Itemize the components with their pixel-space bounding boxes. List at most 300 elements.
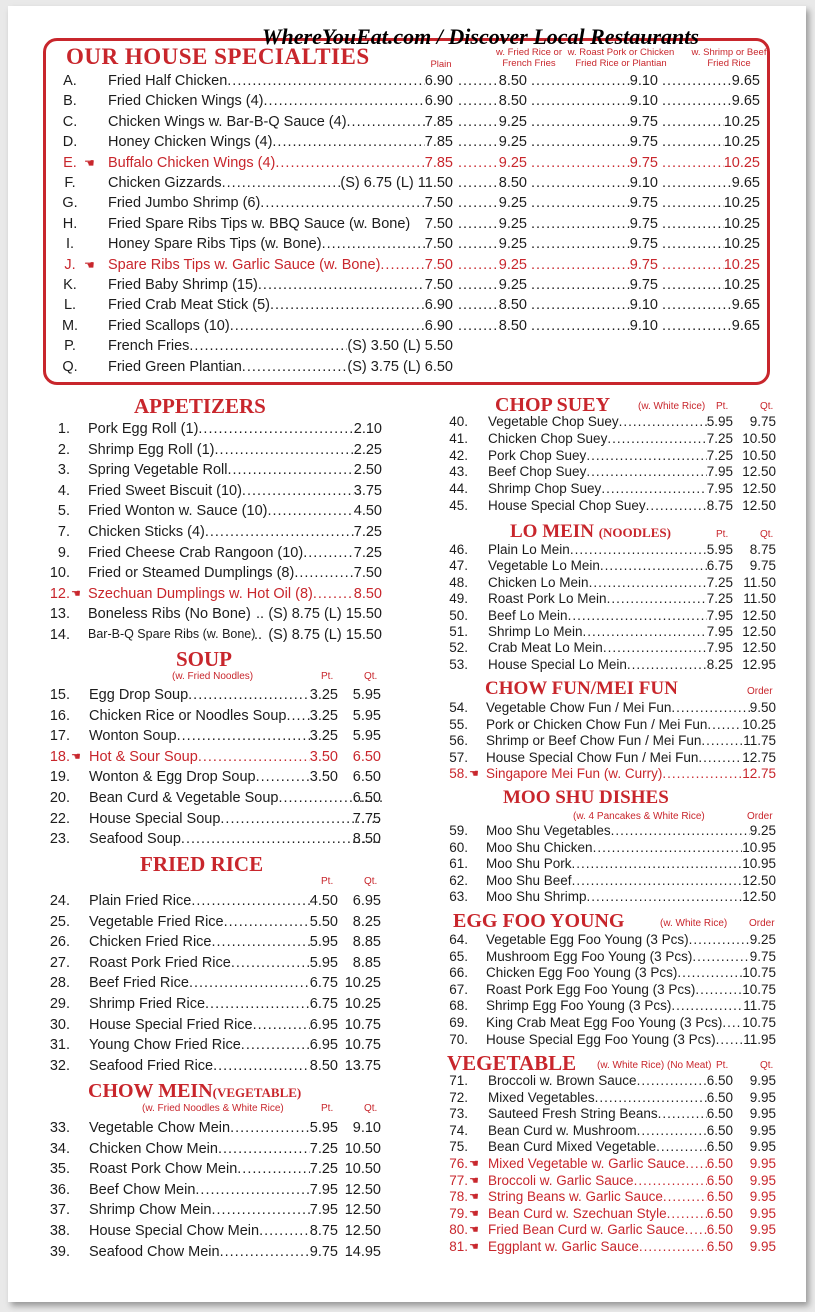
dot-leader [568, 608, 707, 623]
price-qt: 9.10 [352, 1120, 381, 1136]
fried-rice-item-name-text: Beef Fried Rice [89, 975, 189, 992]
fried-rice-item-name-value: 6.75 [309, 975, 338, 992]
lo-mein-title-main: LO MEIN [510, 521, 594, 542]
vegetable-item-name-value: 6.50 [706, 1089, 733, 1105]
price-col-3-value: 10.25 [723, 113, 760, 130]
price: (S) 8.75 (L) 15.50 [268, 627, 382, 643]
vegetable-item-name-value: 6.50 [706, 1139, 733, 1155]
house-item-name-text: Fried Jumbo Shrimp (6) [108, 195, 261, 212]
dot-leader [570, 542, 707, 557]
lo-mein-item-name-value: 7.25 [706, 574, 733, 590]
dot-leader [270, 297, 425, 313]
egg-foo-young-item-name-text: King Crab Meat Egg Foo Young (3 Pcs) [486, 1015, 723, 1030]
item-number: 15. [49, 687, 70, 703]
price-qt: 10.25 [344, 975, 381, 992]
dot-leader [662, 195, 724, 211]
house-item [0, 277, 815, 297]
price-col-1 [458, 114, 527, 130]
item-number: 62. [449, 872, 468, 888]
vegetable-item-name-text: Bean Curd w. Mushroom [488, 1122, 637, 1138]
dot-leader [595, 1090, 707, 1105]
house-item-name [108, 73, 453, 89]
vegetable-item-name-text: Bean Curd w. Szechuan Style [488, 1205, 667, 1221]
dot-leader [458, 114, 499, 130]
chow-fun-item-name [486, 750, 776, 765]
dot-leader [531, 257, 630, 273]
chow-fun-item [0, 700, 815, 718]
egg-foo-young-item-name-text: House Special Egg Foo Young (3 Pcs) [486, 1031, 716, 1047]
chop-suey-item [0, 414, 815, 432]
dot-leader [662, 134, 724, 150]
price-col-3-value: 10.25 [723, 154, 760, 171]
vegetable-item-name-text: Bean Curd Mixed Vegetable [488, 1139, 657, 1155]
dot-leader [685, 1156, 706, 1171]
dot-leader: .. [256, 606, 265, 623]
dot-leader [662, 277, 724, 293]
lo-mein-item [0, 657, 815, 675]
dot-leader [531, 134, 630, 150]
item-number: 4. [57, 482, 70, 499]
chop-suey-item-name-value: 5.95 [706, 414, 733, 429]
item-number: 35. [49, 1161, 70, 1178]
item-letter: E. [63, 154, 77, 171]
fried-rice-item-name-text: House Special Fried Rice [89, 1016, 253, 1033]
price-qt: 12.95 [742, 656, 776, 672]
price-col-2 [531, 297, 658, 313]
soup-item-name-text: Chicken Rice or Noodles Soup [89, 707, 287, 724]
dot-leader [698, 750, 742, 765]
egg-foo-young-item-name [486, 998, 776, 1013]
soup-item-name-text: Wonton Soup [89, 728, 177, 745]
moo-shu-item [0, 889, 815, 907]
dot-leader [662, 73, 732, 89]
item-letter: L. [63, 297, 77, 314]
item-number: 57. [449, 749, 468, 765]
hot-pepper-icon: ☚ [469, 1174, 479, 1187]
fried-rice-item-name-value: 5.50 [309, 913, 338, 930]
dot-leader [646, 498, 707, 513]
item-number: 20. [49, 790, 70, 806]
vegetable-item [0, 1189, 815, 1207]
item-number: 16. [49, 707, 70, 724]
lo-mein-item-name [488, 657, 733, 672]
dot-leader [258, 277, 425, 293]
price-col-1 [458, 236, 527, 252]
chow-mein-item-name-value: 9.75 [309, 1243, 338, 1260]
fried-rice-item-name-text: Roast Pork Fried Rice [89, 954, 231, 971]
egg-foo-young-item-name-value: 9.75 [749, 948, 776, 964]
price-col-3 [662, 175, 760, 191]
dot-leader [458, 297, 499, 313]
house-item-name-value: 7.50 [424, 277, 453, 293]
egg-foo-young-item-name-value: 11.95 [743, 1031, 776, 1047]
house-item [0, 195, 815, 215]
chop-suey-item [0, 448, 815, 466]
dot-leader [707, 717, 742, 732]
house-item [0, 175, 815, 195]
house-item-name [108, 297, 453, 313]
chop-suey-item-name-value: 7.25 [706, 447, 733, 463]
chop-suey-item-name-text: Chicken Chop Suey [488, 430, 608, 446]
chow-fun-item-name [486, 700, 776, 715]
house-item-name-value: 6.90 [424, 297, 453, 314]
lo-mein-item-name-text: Roast Pork Lo Mein [488, 591, 607, 607]
dot-leader [662, 216, 724, 232]
price-col-3-value: 9.65 [731, 317, 760, 334]
fried-rice-item-name-value: 6.75 [309, 996, 338, 1012]
price-col-1-value: 9.25 [498, 113, 527, 130]
price-col-2 [531, 257, 658, 273]
item-letter: J. [64, 256, 76, 273]
vegetable-item [0, 1239, 815, 1257]
house-item [0, 359, 815, 379]
price-col-3 [662, 73, 760, 89]
price-col-1-value: 9.25 [498, 277, 527, 293]
house-item-name-value: (S) 3.75 (L) 6.50 [347, 358, 453, 375]
item-number: 38. [49, 1223, 70, 1239]
hot-pepper-icon: ☚ [71, 750, 81, 763]
vegetable-item [0, 1139, 815, 1157]
moo-shu-item-name-text: Moo Shu Beef [486, 872, 572, 888]
price-qt: 5.95 [352, 687, 381, 703]
price-col-3-value: 10.25 [723, 215, 760, 232]
chow-mein-item-name-text: House Special Chow Mein [89, 1223, 260, 1239]
item-number: 41. [449, 430, 468, 446]
price-col-2-value: 9.75 [629, 277, 658, 293]
dot-leader [667, 1206, 707, 1221]
chow-fun-item-name-value: 12.75 [742, 766, 776, 782]
vegetable-item-name-text: Broccoli w. Brown Sauce [488, 1073, 637, 1088]
egg-foo-young-item [0, 1015, 815, 1033]
dot-leader [572, 856, 743, 871]
chop-suey-item-name [488, 481, 733, 496]
vegetable-title: VEGETABLE [447, 1051, 577, 1075]
order-header: Order [747, 811, 773, 822]
dot-leader [685, 1222, 707, 1237]
vegetable-item-name-text: Fried Bean Curd w. Garlic Sauce [488, 1222, 685, 1238]
vegetable-item-name [488, 1189, 733, 1204]
chow-fun-item-name-text: House Special Chow Fun / Mei Fun [486, 749, 699, 765]
egg-foo-young-item-name-value: 10.75 [742, 981, 776, 997]
egg-foo-young-item-name [486, 965, 776, 980]
moo-shu-item-name-text: Moo Shu Vegetables [486, 823, 611, 838]
item-letter: I. [65, 236, 75, 253]
item-number: 47. [449, 558, 468, 574]
item-number: 2. [57, 441, 70, 458]
price-qt: 7.75 [352, 810, 381, 827]
house-item [0, 297, 815, 317]
house-item-name-text: Fried Scallops (10) [108, 317, 230, 334]
item-number: 28. [49, 975, 70, 992]
price-col-3-value: 9.65 [731, 73, 760, 89]
house-item-name-text: Chicken Wings w. Bar-B-Q Sauce (4) [108, 113, 347, 130]
moo-shu-item-name-value: 9.25 [749, 823, 776, 838]
fried-rice-item-name-text: Plain Fried Rice [89, 893, 192, 909]
price-qt: 8.75 [749, 542, 776, 557]
dot-leader [458, 175, 499, 191]
item-number: 77. [449, 1172, 468, 1188]
appetizer-item-name-value: 7.25 [353, 524, 382, 540]
house-item-name-value: 7.50 [424, 236, 453, 253]
item-number: 63. [449, 889, 468, 905]
house-item-name-value: 7.85 [424, 154, 453, 171]
price-col-3 [662, 195, 760, 211]
house-item-name-text: Buffalo Chicken Wings (4) [108, 154, 276, 171]
lo-mein-item [0, 624, 815, 642]
moo-shu-item-name [486, 889, 776, 904]
egg-foo-young-item-name-text: Roast Pork Egg Foo Young (3 Pcs) [486, 981, 696, 997]
dot-leader [531, 236, 630, 252]
price-qt: 13.75 [344, 1057, 381, 1074]
item-number: 44. [449, 481, 468, 497]
vegetable-item-name-text: String Beans w. Garlic Sauce [488, 1189, 663, 1205]
house-item-name-value: (S) 3.50 (L) 5.50 [347, 338, 453, 355]
item-number: 1. [57, 421, 70, 437]
house-item-name-value: 7.50 [424, 195, 453, 212]
chop-suey-item-name-text: House Special Chop Suey [488, 498, 646, 513]
house-item-name [108, 195, 453, 211]
qt-header: Qt. [364, 1103, 378, 1114]
lo-mein-item-name [488, 608, 733, 623]
dot-leader [458, 195, 499, 211]
lo-mein-item-name-value: 7.25 [706, 591, 733, 607]
price-qt: 6.50 [352, 748, 381, 765]
moo-shu-item-name [486, 840, 776, 855]
price-qt: 10.25 [344, 996, 381, 1012]
lo-mein-item-name-value: 5.95 [706, 542, 733, 557]
col-header-plain: Plain [430, 59, 452, 70]
dot-leader [637, 1073, 707, 1088]
vegetable-item-name-text: Eggplant w. Garlic Sauce [488, 1239, 639, 1254]
price-col-1 [458, 134, 527, 150]
chop-suey-item [0, 498, 815, 516]
dot-leader [662, 257, 724, 273]
appetizer-item-name-value: 7.50 [353, 565, 382, 582]
house-item-name-value: 6.90 [424, 73, 453, 89]
dot-leader [458, 155, 499, 171]
price-col-3-value: 10.25 [723, 256, 760, 273]
price-qt: 10.50 [742, 447, 776, 463]
price-qt: 9.95 [749, 1122, 776, 1138]
dot-leader [701, 733, 743, 748]
chop-suey-item-name-value: 7.25 [706, 430, 733, 446]
chow-fun-item-name-text: Shrimp or Beef Chow Fun / Mei Fun [486, 733, 702, 749]
price-col-3-value: 9.65 [731, 93, 760, 110]
item-number: 75. [449, 1139, 468, 1155]
item-number: 3. [57, 462, 70, 479]
fried-rice-item-name-text: Vegetable Fried Rice [89, 913, 224, 930]
price-qt: 12.50 [344, 1202, 381, 1219]
dot-leader [662, 766, 742, 781]
dot-leader [531, 318, 630, 334]
vegetable-item [0, 1090, 815, 1108]
dot-leader [671, 700, 749, 715]
price-col-2-value: 9.75 [629, 256, 658, 273]
item-number: 19. [49, 769, 70, 786]
price-col-2-value: 9.75 [629, 195, 658, 212]
egg-foo-young-item [0, 949, 815, 967]
fried-rice-title: FRIED RICE [140, 852, 264, 876]
item-number: 29. [49, 996, 70, 1012]
dot-leader [586, 464, 706, 479]
moo-shu-item-name [486, 873, 776, 888]
vegetable-item-name-value: 6.50 [706, 1222, 733, 1238]
price-col-1 [458, 73, 527, 89]
egg-foo-young-item-name [486, 982, 776, 997]
vegetable-item-name-value: 6.50 [706, 1205, 733, 1221]
price-col-3-value: 10.25 [723, 236, 760, 253]
dot-leader [607, 591, 707, 606]
pt-header: Pt. [716, 1060, 729, 1071]
col-header-fried-rice-fries: w. Fried Rice or French Fries [496, 47, 562, 69]
price-col-1 [458, 277, 527, 293]
house-item-name [108, 236, 453, 252]
price-col-2-value: 9.75 [629, 154, 658, 171]
moo-shu-item-name-value: 12.50 [742, 889, 776, 905]
price-col-2-value: 9.10 [629, 175, 658, 191]
house-item-name-text: French Fries [108, 338, 190, 355]
item-number: 67. [449, 981, 468, 997]
chop-suey-item-name-value: 8.75 [706, 498, 733, 513]
vegetable-item [0, 1123, 815, 1141]
price-col-3 [662, 155, 760, 171]
chop-suey-item [0, 464, 815, 482]
dot-leader [189, 338, 347, 354]
house-item-name [108, 114, 453, 130]
appetizer-item-name [88, 524, 382, 540]
chow-fun-item-name-value: 10.25 [742, 716, 776, 732]
watermark: WhereYouEat.com / Discover Local Restaurants [262, 24, 699, 49]
dot-leader [662, 114, 724, 130]
dot-leader [716, 1032, 744, 1047]
price-col-3 [662, 257, 760, 273]
price-qt: 9.95 [749, 1172, 776, 1188]
chop-suey-item-name [488, 448, 733, 463]
lo-mein-item [0, 542, 815, 560]
chop-suey-item-name-text: Shrimp Chop Suey [488, 481, 602, 497]
moo-shu-item-name-text: Moo Shu Shrimp [486, 889, 587, 905]
lo-mein-item-name-value: 6.75 [706, 558, 733, 574]
house-specialties-title: OUR HOUSE SPECIALTIES [66, 44, 370, 69]
price-qt: 12.50 [344, 1223, 381, 1239]
col-header-shrimp-beef-rice: w. Shrimp or Beef Fried Rice [691, 47, 767, 69]
price-col-1-value: 8.50 [498, 73, 527, 89]
soup-item-name-text: Bean Curd & Vegetable Soup [89, 790, 279, 806]
item-number: 53. [449, 656, 468, 672]
price-col-1 [458, 297, 527, 313]
vegetable-item-name-value: 6.50 [706, 1239, 733, 1254]
price-qt: 8.50 [352, 831, 381, 848]
dot-leader [586, 448, 706, 463]
dot-leader [260, 195, 424, 211]
chow-fun-title: CHOW FUN/MEI FUN [485, 678, 678, 699]
dot-leader [587, 889, 743, 904]
dot-leader [658, 1106, 707, 1121]
house-item-name [108, 155, 453, 171]
price-qt: 9.95 [749, 1073, 776, 1088]
dot-leader [627, 657, 707, 672]
vegetable-item [0, 1106, 815, 1124]
item-number: 25. [49, 913, 70, 930]
lo-mein-title-small: (NOODLES) [598, 525, 671, 540]
vegetable-item-name [488, 1239, 733, 1254]
vegetable-item-name [488, 1106, 733, 1121]
item-number: 80. [449, 1222, 468, 1238]
hot-pepper-icon: ☚ [469, 1158, 479, 1170]
price-col-1 [458, 93, 527, 109]
dot-leader [583, 624, 707, 639]
house-item [0, 338, 815, 358]
price-col-2 [531, 216, 658, 232]
dot-leader [213, 1058, 310, 1074]
chow-mein-item-name-text: Roast Pork Chow Mein [89, 1161, 238, 1178]
item-number: 49. [449, 591, 468, 607]
item-letter: Q. [62, 358, 78, 375]
price-col-2 [531, 195, 658, 211]
qt-header: Qt. [760, 1060, 774, 1071]
price-qt: 9.95 [749, 1156, 776, 1171]
vegetable-item-name [488, 1123, 733, 1138]
price-qt: 10.75 [344, 1016, 381, 1033]
chow-fun-item-name [486, 733, 776, 748]
price-qt: 9.75 [749, 414, 776, 429]
dot-leader [637, 1123, 707, 1138]
price-col-2-value: 9.75 [629, 134, 658, 151]
price-col-2-value: 9.10 [629, 73, 658, 89]
house-item [0, 155, 815, 175]
soup-item-name-value: 3.50 [309, 748, 338, 765]
lo-mein-item-name [488, 591, 733, 606]
item-number: 36. [49, 1181, 70, 1198]
price-col-1 [458, 216, 527, 232]
vegetable-item-name [488, 1073, 733, 1088]
hot-pepper-icon: ☚ [84, 155, 95, 170]
item-letter: F. [64, 175, 76, 191]
chow-mein-item-name-text: Shrimp Chow Mein [89, 1202, 212, 1219]
dot-leader [603, 640, 707, 655]
item-number: 9. [57, 544, 70, 561]
price-qt: 11.50 [743, 591, 776, 607]
item-number: 52. [449, 640, 468, 656]
vegetable-item-name-value: 6.50 [706, 1189, 733, 1205]
house-item-name-value: 7.85 [424, 113, 453, 130]
dot-leader [611, 823, 750, 838]
dot-leader [272, 134, 424, 150]
item-number: 37. [49, 1202, 70, 1219]
fried-rice-item-name-value: 5.95 [309, 954, 338, 971]
dot-leader [347, 114, 425, 130]
item-number: 66. [449, 965, 468, 981]
chow-mein-item-name-text: Vegetable Chow Mein [89, 1120, 231, 1136]
item-number: 12. [49, 585, 70, 602]
item-number: 60. [449, 839, 468, 855]
dot-leader [695, 982, 742, 997]
chop-suey-item-name-text: Beef Chop Suey [488, 464, 587, 480]
soup-item-name-text: Wonton & Egg Drop Soup [89, 769, 256, 786]
soup-item-name-value: 3.25 [309, 707, 338, 724]
house-item [0, 73, 815, 93]
dot-leader [531, 216, 630, 232]
egg-foo-young-item-name [486, 949, 776, 964]
house-item-name-text: Fried Baby Shrimp (15) [108, 277, 258, 293]
price-col-2 [531, 73, 658, 89]
price-col-1 [458, 175, 527, 191]
chow-fun-item-name [486, 766, 776, 781]
dot-leader [531, 155, 630, 171]
item-letter: K. [63, 277, 77, 293]
vegetable-item-name-text: Mixed Vegetables [488, 1089, 595, 1105]
appetizer-item-name-text: Fried Wonton w. Sauce (10) [88, 503, 268, 520]
